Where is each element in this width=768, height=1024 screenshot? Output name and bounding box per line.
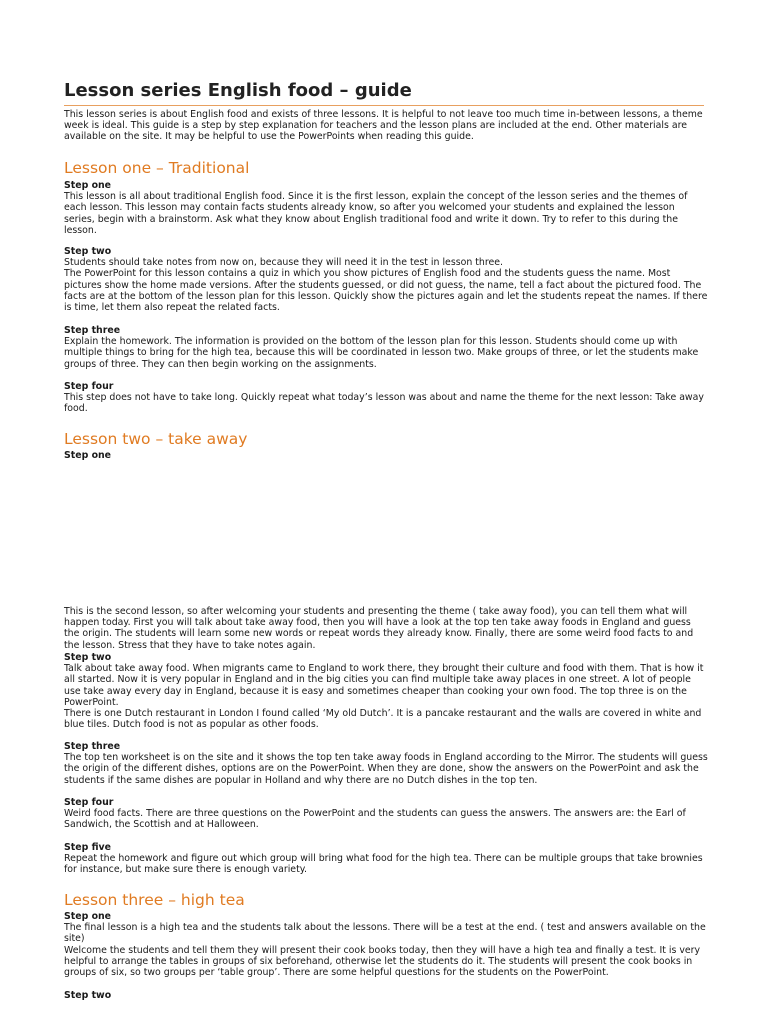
- step-label: Step two: [64, 990, 112, 1001]
- lesson-three-step-one: [64, 911, 708, 978]
- step-text: Explain the homework. The information is provided on the bottom of the lesson plan for this lesson. Students should come up with multiple things to bring for the high tea, because this will be coordinated in lesson two. Make groups of three, or let the students make groups of three. They can then begin working on the assignments.: [64, 336, 699, 370]
- step-label: Step three: [64, 325, 121, 336]
- step-label: Step four: [64, 381, 114, 392]
- step-text: The PowerPoint for this lesson contains a quiz in which you show pictures of English food and the students guess the name. Most pictures show the home made versions. After the students guessed, or did not guess, the name, tell a fact about the pictured food. The facts are at the bottom of the lesson plan for this lesson. Quickly show the pictures again and let the students repeat the names. If there is time, let them also repeat the related facts.: [64, 268, 708, 314]
- step-text: Welcome the students and tell them they will present their cook books today, then they will have a high tea and finally a test. It is very helpful to arrange the tables in groups of six beforehand, otherwise let the students do it. The students will present the cook books in groups of six, so two groups per ‘table group’. There are some helpful questions for the students on the PowerPoint.: [64, 944, 701, 979]
- lesson-two-step-one-text-block: [64, 606, 708, 651]
- step-text: Weird food facts. There are three questions on the PowerPoint and the students can guess the answers. The answers are: the Earl of Sandwich, the Scottish and at Halloween.: [64, 808, 686, 831]
- lesson-two-heading: Lesson two – take away: [64, 430, 248, 448]
- lesson-one-step-four: [64, 381, 708, 415]
- step-label: Step one: [64, 450, 112, 461]
- page-title: Lesson series English food – guide: [64, 80, 704, 106]
- lesson-two-step-four: [64, 797, 708, 831]
- step-label: Step two: [64, 246, 112, 257]
- lesson-two-step-one-label-block: [64, 450, 708, 461]
- step-label: Step five: [64, 842, 111, 853]
- step-text: Students should take notes from now on, because they will need it in the test in lesson three.: [64, 257, 504, 269]
- intro-paragraph: This lesson series is about English food and exists of three lessons. It is helpful to not leave too much time in-between lessons, a theme week is ideal. This guide is a step by step explanation for teachers and the lesson plans are included at the end. Other materials are available on the site. It may be helpful to use the PowerPoints when reading this guide.: [64, 109, 703, 143]
- lesson-two-step-three: [64, 741, 708, 786]
- lesson-one-step-three: [64, 325, 708, 370]
- step-label: Step three: [64, 741, 121, 752]
- step-label: Step one: [64, 911, 112, 922]
- step-text: Repeat the homework and figure out which group will bring what food for the high tea. There can be multiple groups that take brownies for instance, but make sure there is enough variety.: [64, 853, 703, 876]
- lesson-two-step-two: [64, 652, 708, 730]
- step-label: Step two: [64, 652, 112, 663]
- step-text: There is one Dutch restaurant in London I found called ‘My old Dutch’. It is a pancake restaurant and the walls are covered in white and blue tiles. Dutch food is not as popular as other foods.: [64, 708, 702, 731]
- lesson-two-step-five: [64, 842, 708, 876]
- lesson-three-step-two: [64, 990, 708, 1001]
- step-label: Step one: [64, 180, 112, 191]
- step-text: Talk about take away food. When migrants came to England to work there, they brought their culture and food with them. That is how it all started. Now it is very popular in England and in the big cities you can find multiple take away places in one street. A lot of people use take away every day in England, because it is easy and sometimes cheaper than cooking your own food. The top three is on the PowerPoint.: [64, 663, 704, 708]
- lesson-one-step-one: [64, 180, 708, 236]
- lesson-three-heading: Lesson three – high tea: [64, 891, 245, 909]
- step-text: This lesson is all about traditional English food. Since it is the first lesson, explain the concept of the lesson series and the themes of each lesson. This lesson may contain facts students already know, so after you welcomed your students and explained the lesson series, begin with a brainstorm. Ask what they know about English traditional food and write it down. Try to refer to this during the lesson.: [64, 191, 688, 236]
- lesson-one-heading: Lesson one – Traditional: [64, 159, 250, 177]
- step-text: The top ten worksheet is on the site and it shows the top ten take away foods in England according to the Mirror. The students will guess the origin of the different dishes, options are on the PowerPoint. When they are done, show the answers on the PowerPoint and ask the students if the same dishes are popular in Holland and why there are no Dutch dishes in the top ten.: [64, 752, 708, 786]
- step-text: This is the second lesson, so after welcoming your students and presenting the theme ( take away food), you can tell them what will happen today. First you will talk about take away food, then you will have a look at the top ten take away foods in England and guess the origin. The students will learn some new words or repeat words they already know. Finally, there are some weird food facts to and the lesson. Stress that they have to take notes again.: [64, 606, 694, 651]
- step-label: Step four: [64, 797, 114, 808]
- lesson-one-step-two: [64, 246, 708, 313]
- step-text: This step does not have to take long. Quickly repeat what today’s lesson was about and name the theme for the next lesson: Take away food.: [64, 392, 704, 415]
- step-text: The final lesson is a high tea and the students talk about the lessons. There will be a test at the end. ( test and answers available on the site): [64, 922, 706, 945]
